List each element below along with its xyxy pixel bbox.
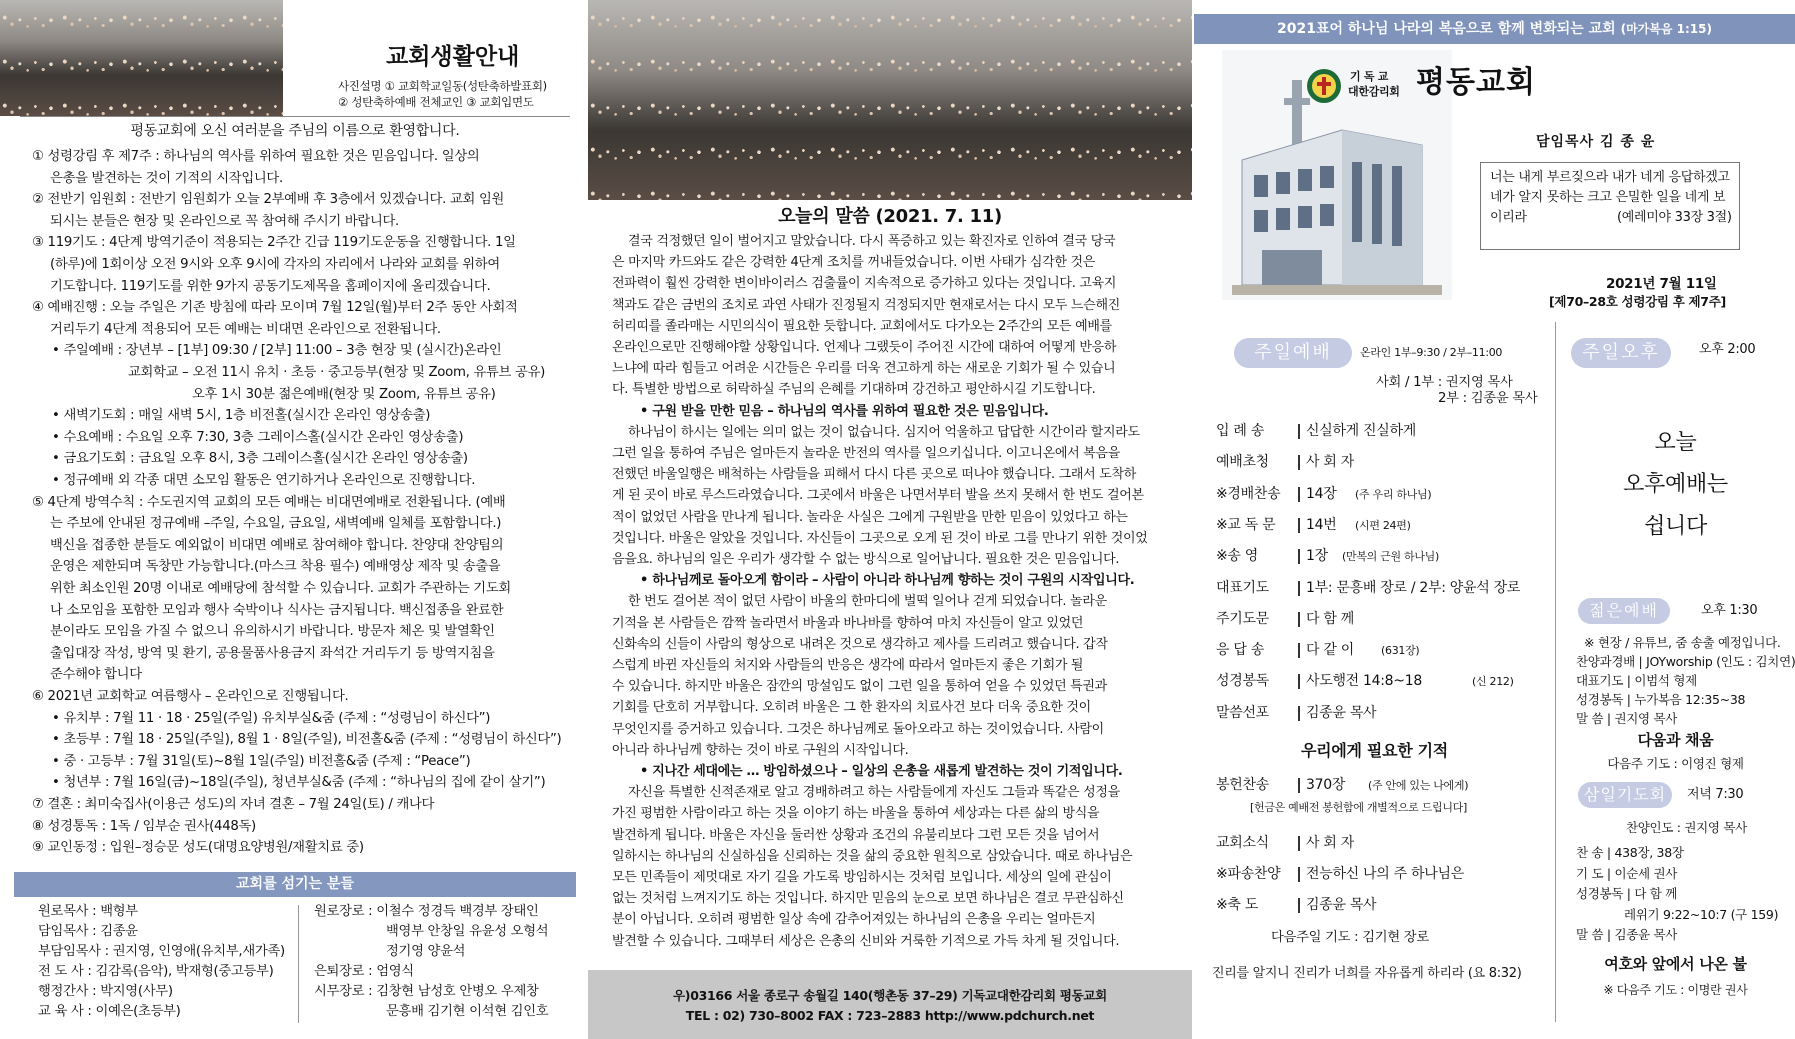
- notice-item: ③ 119기도 : 4단계 방역기준이 적용되는 2주간 긴급 119기도운동을 진행합니다. 1일: [32, 235, 516, 251]
- sermon-line: 다. 특별한 방법으로 허락하실 주님의 은혜를 기대하며 강건하고 평안하시길 기도합니다.: [612, 382, 1096, 398]
- order-value: 사 회 자: [1306, 454, 1354, 471]
- sermon-line: 느냐에 따라 힘들고 어려운 시간들은 우리를 더욱 견고하게 하는 새로운 기회가 될 수 있습니: [612, 361, 1116, 377]
- address-line: 우)03166 서울 종로구 송월길 140(행촌동 37–29) 기독교대한감리회 평동교회: [673, 988, 1107, 1003]
- notice-line: 분이라도 모임을 가질 수 없으니 유의하시기 바랍니다. 방문자 체온 및 발열확인: [50, 624, 495, 640]
- sermon-line: 무엇인지를 증거하고 있습니다. 그것은 하나님께로 돌아오라고 하는 것이었습니다. 사람이: [612, 721, 1104, 737]
- sunday-host-2: 2부 : 김종윤 목사: [1438, 391, 1538, 406]
- sunday-host-1: 사회 / 1부 : 권지영 목사: [1376, 375, 1513, 390]
- photo-caption-1: 사진설명 ① 교회학교일동(성탄축하발표회): [338, 79, 547, 93]
- sermon-line: 한 번도 걸어본 적이 없던 사람이 바울의 한마디에 벌떡 일어나 걷게 되었습니다. 놀라운: [628, 594, 1107, 610]
- order-label: 입 례 송: [1216, 423, 1264, 439]
- church-school-photo: [0, 0, 283, 116]
- young-sermon-title: 다움과 채움: [1637, 731, 1714, 749]
- worship-order-panel: [1194, 0, 1795, 1039]
- notice-line: 기도합니다. 119기도를 위한 9가지 공동기도제목을 홈페이지에 올리겠습니다.: [50, 278, 491, 294]
- order-label: 주기도문: [1216, 610, 1269, 627]
- order-value: 김종윤 목사: [1306, 704, 1377, 721]
- notice-line: • 중 · 고등부 : 7월 31일(토)~8월 1일(주일) 비전홀&줌 (주제 : “Peace”): [52, 753, 471, 769]
- staff-entry: 행정간사 : 박지영(사무): [38, 984, 173, 999]
- wednesday-order-line: 성경봉독 | 다 함 께: [1576, 886, 1678, 901]
- sermon-subheading: • 하나님께로 돌아오게 함이라 – 사람이 아니라 하나님께 향하는 것이 구원의 시작입니다.: [640, 573, 1135, 589]
- notice-item: ⑤ 4단계 방역수칙 : 수도권지역 교회의 모든 예배는 비대면예배로 전환됩니다. (예배: [32, 494, 506, 510]
- sermon-line: 은 마지막 카드와도 같은 강력한 4단계 조치를 꺼내들었습니다. 이번 사태가 심각한 것은: [612, 255, 1095, 271]
- notice-line: • 금요기도회 : 금요일 오후 8시, 3층 그레이스홀(실시간 온라인 영상송출): [52, 451, 468, 467]
- church-address-footer: [588, 970, 1192, 1039]
- order-value: 370장: [1306, 777, 1346, 793]
- order-value: 김종윤 목사: [1306, 897, 1377, 913]
- order-bar: [1298, 836, 1300, 851]
- staff-entry: 교 육 사 : 이예은(초등부): [38, 1004, 181, 1019]
- staff-entry: 백영부 안창일 유윤성 오형석: [386, 924, 549, 939]
- order-label: 대표기도: [1216, 579, 1269, 596]
- notice-line: 거리두기 4단계 적용되어 모든 예배는 비대면 온라인으로 전환됩니다.: [50, 321, 441, 337]
- order-label: 응 답 송: [1216, 642, 1264, 659]
- young-order-line: 대표기도 | 이범석 형제: [1576, 673, 1697, 688]
- notice-line: • 청년부 : 7월 16일(금)~18일(주일), 청년부실&줌 (주제 : “하나님의 집에 같이 살기”): [52, 775, 546, 791]
- staff-entry: 원로목사 : 백형부: [38, 904, 138, 919]
- order-bar: [1298, 674, 1300, 689]
- motto-main: 2021표어 하나님 나라의 복음으로 함께 변화되는 교회: [1277, 21, 1616, 37]
- senior-pastor: 담임목사 김 종 윤: [1536, 134, 1656, 150]
- order-label: ※축 도: [1216, 897, 1259, 913]
- sermon-line: 결국 걱정했던 일이 벌어지고 말았습니다. 다시 폭증하고 있는 확진자로 인하여 결국 당국: [628, 234, 1116, 249]
- sermon-line: 일하시는 하나님의 신실하심을 신뢰하는 것을 삶의 중요한 원칙으로 삼았습니다. 때로 하나님은: [612, 848, 1133, 864]
- notice-line: (하루)에 1회이상 오전 9시와 오후 9시에 각자의 자리에서 나라와 교회를 위하여: [50, 257, 500, 272]
- order-label: ※파송찬양: [1216, 866, 1281, 882]
- notice-line: • 새벽기도회 : 매일 새벽 5시, 1층 비전홀(실시간 온라인 영상송출): [52, 408, 431, 424]
- sermon-line: 하나님이 하시는 일에는 의미 없는 것이 없습니다. 심지어 억울하고 답답한 시간이라 할지라도: [628, 424, 1140, 440]
- order-bar: [1298, 643, 1300, 658]
- young-worship-label: 젊은예배: [1578, 598, 1670, 624]
- young-order-line: 말 씀 | 권지영 목사: [1576, 711, 1678, 726]
- sunday-afternoon-label: 주일오후: [1571, 338, 1671, 368]
- order-note: (시편 24편): [1355, 518, 1411, 532]
- page-title: 교회생활안내: [386, 44, 520, 70]
- notice-line: • 유치부 : 7월 11 · 18 · 25일(주일) 유치부실&줌 (주제 : “성령님이 하신다”): [52, 710, 491, 726]
- sermon-line: 기회를 단호히 거부합니다. 오히려 바울은 그 한 환자의 치료사건 보다 더욱 중요한 것이: [612, 700, 1091, 716]
- wednesday-order-line: 말 씀 | 김종윤 목사: [1576, 927, 1678, 942]
- welcome-text: 평동교회에 오신 여러분을 주님의 이름으로 환영합니다.: [130, 123, 460, 139]
- congregation-photo: [588, 0, 1192, 200]
- motto-banner: [1194, 14, 1795, 44]
- order-bar: [1298, 898, 1300, 913]
- order-bar: [1298, 455, 1300, 470]
- sunday-online-times: 온라인 1부–9:30 / 2부–11:00: [1360, 346, 1503, 359]
- order-value: 14장: [1306, 485, 1337, 502]
- young-order-line: ※ 현장 / 유튜브, 줌 송출 예정입니다.: [1584, 635, 1781, 650]
- notice-line: • 초등부 : 7월 18 · 25일(주일), 8월 1 · 8일(주일), 비전홀&줌 (주제 : “성령님이 하신다”): [52, 732, 562, 748]
- order-value: 14번: [1306, 516, 1337, 533]
- order-value: 신실하게 진실하게: [1306, 423, 1416, 439]
- wednesday-order-line: 레위기 9:22~10:7 (구 159): [1624, 906, 1779, 922]
- order-note: (주 우리 하나님): [1355, 487, 1432, 501]
- notice-line: • 정규예배 외 각종 대면 소모임 활동은 연기하거나 온라인으로 진행합니다.: [52, 473, 476, 488]
- church-logo-icon: [1306, 68, 1342, 104]
- church-name: 평동교회: [1416, 65, 1536, 100]
- sermon-subheading: • 구원 받을 만한 믿음 – 하나님의 역사를 위하여 필요한 것은 믿음입니다.: [640, 403, 1049, 419]
- staff-entry: 담임목사 : 김종윤: [38, 924, 138, 939]
- notice-line: 운영은 제한되며 독창만 가능합니다.(마스크 착용 필수) 예배영상 제작 및 송출을: [50, 559, 501, 575]
- bulletin-date: 2021년 7월 11일: [1606, 276, 1717, 292]
- order-value: 다 함 께: [1306, 610, 1354, 627]
- notice-item: ⑨ 교인동정 : 입원–정승문 성도(대명요양병원/재활치료 중): [32, 840, 364, 856]
- young-next-prayer: 다음주 기도 : 이영진 형제: [1607, 756, 1744, 771]
- order-label: 예배초청: [1216, 454, 1269, 471]
- wednesday-order-line: 기 도 | 이순세 권사: [1576, 865, 1678, 881]
- wednesday-order-line: 찬 송 | 438장, 38장: [1576, 845, 1684, 860]
- divider: [20, 116, 570, 117]
- staff-header: 교회를 섬기는 분들: [14, 872, 576, 897]
- sermon-line: 그런 일을 통하여 주님은 얼마든지 놀라운 반전의 역사를 일으키십니다. 이고니온에서 복음을: [612, 446, 1120, 461]
- sermon-line: 없는 것처럼 느껴지기도 하는 것입니다. 하지만 믿음의 눈으로 보면 하나님은 결코 무관심하신: [612, 891, 1124, 907]
- order-label: 봉헌찬송: [1216, 777, 1269, 793]
- notice-item: ⑥ 2021년 교회학교 여름행사 – 온라인으로 진행됩니다.: [32, 689, 349, 704]
- sunday-afternoon-time: 오후 2:00: [1699, 342, 1756, 357]
- sermon-line: 허리띠를 졸라매는 시민의식이 필요한 듯합니다. 교회에서도 다가오는 2주간의 모든 예배를: [612, 318, 1112, 334]
- sermon-line: 책과도 같은 금번의 조치로 과연 사태가 진정될지 걱정되지만 현재로서는 다시 모두 느슨해진: [612, 297, 1120, 313]
- sunday-sermon-title: 우리에게 필요한 기적: [1301, 741, 1448, 760]
- denomination-line2: 대한감리회: [1348, 85, 1400, 98]
- order-bar: [1298, 867, 1300, 882]
- sermon-line: 전했던 바울일행은 배척하는 사람들을 피해서 다시 다른 곳으로 떠나야 했습니다. 그래서 도착하: [612, 467, 1137, 483]
- order-label: ※경배찬송: [1216, 485, 1281, 502]
- order-label: ※송 영: [1216, 548, 1259, 565]
- afternoon-notice-1: 오늘: [1654, 430, 1697, 455]
- order-bar: [1298, 549, 1300, 564]
- notice-line: 위한 최소인원 20명 이내로 예배당에 참석할 수 있습니다. 교회가 주관하는 기도회: [50, 581, 511, 596]
- sermon-line: 전파력이 훨씬 강력한 변이바이러스 검출률이 지속적으로 증가하고 있다는 것입니다. 고육지: [612, 276, 1117, 292]
- sermon-line: 것입니다. 바울은 알았을 것입니다. 자신들이 그곳으로 오게 된 것이 바로 그를 만나기 위한 것이었: [612, 530, 1148, 546]
- order-note: (만복의 근원 하나님): [1342, 550, 1439, 564]
- order-value: 1부: 문흥배 장로 / 2부: 양윤석 장로: [1306, 579, 1521, 596]
- order-label: 교회소식: [1216, 835, 1269, 851]
- afternoon-notice-3: 쉽니다: [1644, 514, 1707, 539]
- scripture-line-3: 이리라: [1490, 210, 1527, 225]
- sermon-line: 모든 민족들이 제멋대로 자기 길을 가도록 방임하시는 것처럼 보입니다. 세상의 일에 관심이: [612, 870, 1112, 885]
- sermon-line: 수 있습니다. 하지만 바울은 잠깐의 망설임도 없이 그런 일을 통하여 얻을 수 있었던 특권과: [612, 679, 1107, 695]
- sermon-line: 음을요. 하나님의 일은 우리가 생각할 수 없는 방식으로 일어납니다. 필요한 것은 믿음입니다.: [612, 552, 1120, 567]
- order-label: 성경봉독: [1216, 673, 1269, 690]
- offering-note: [헌금은 예배전 봉헌함에 개별적으로 드립니다]: [1250, 801, 1467, 814]
- sermon-line: 온라인으로만 진행해야할 상황입니다. 언제나 그랬듯이 주어진 시간에 대하여 어떻게 반응하: [612, 340, 1117, 355]
- order-label: ※교 독 문: [1216, 516, 1276, 533]
- bottom-scripture: 진리를 알지니 진리가 너희를 자유롭게 하리라 (요 8:32): [1212, 966, 1522, 981]
- young-worship-time: 오후 1:30: [1701, 603, 1758, 618]
- order-bar: [1298, 424, 1300, 439]
- sermon-line: 게 된 곳이 바로 루스드라였습니다. 그곳에서 바울은 나면서부터 발을 쓰지 못해서 한 번도 걸어본: [612, 488, 1144, 504]
- wednesday-prayer-time: 저녁 7:30: [1687, 787, 1744, 802]
- order-value: 다 같 이: [1306, 642, 1354, 659]
- notice-line: 는 주보에 안내된 정규예배 –주일, 수요일, 금요일, 새벽예배 일체를 포함합니다.): [50, 516, 502, 532]
- order-value: 전능하신 나의 주 하나님은: [1306, 866, 1464, 882]
- column-divider: [1555, 322, 1556, 1022]
- notice-line: 교회학교 – 오전 11시 유치 · 초등 · 중고등부(현장 및 Zoom, 유튜브 공유): [128, 365, 546, 380]
- order-note: (주 안에 있는 나에게): [1368, 779, 1469, 792]
- wednesday-prayer-label: 삼일기도회: [1578, 782, 1672, 808]
- sermon-line: 발견할 수 있습니다. 그때부터 세상은 은총의 신비와 거룩한 기적으로 가득 차게 될 것입니다.: [612, 933, 1120, 949]
- order-note: (신 212): [1472, 675, 1514, 689]
- contact-line: TEL : 02) 730–8002 FAX : 723–2883 http://www.pdchurch.net: [685, 1008, 1095, 1023]
- sermon-line: 아니라 하나님께 향하는 것이 바로 구원의 시작입니다.: [612, 742, 909, 758]
- scripture-line-2: 네가 알지 못하는 크고 은밀한 일을 네게 보: [1490, 190, 1726, 205]
- notice-item: ⑦ 결혼 : 최미숙집사(이용근 성도)의 자녀 결혼 – 7월 24일(토) / 캐나다: [32, 797, 435, 812]
- notice-line: 되시는 분들은 현장 및 온라인으로 꼭 참여해 주시기 바랍니다.: [50, 213, 399, 229]
- order-bar: [1298, 706, 1300, 721]
- motto-ref: (마가복음 1:15): [1620, 22, 1712, 36]
- notice-item: ② 전반기 임원회 : 전반기 임원회가 오늘 2부예배 후 3층에서 있겠습니다. 교회 임원: [32, 192, 505, 208]
- staff-entry: 시무장로 : 김창현 남성호 안병오 우제창: [314, 984, 539, 999]
- order-value: 1장: [1306, 548, 1328, 565]
- afternoon-notice-2: 오후예배는: [1623, 472, 1728, 497]
- sermon-subheading: • 지나간 세대에는 … 방임하셨으나 – 일상의 은총을 새롭게 발견하는 것이 기적입니다.: [640, 764, 1123, 779]
- sermon-line: 자신을 특별한 신적존재로 알고 경배하려고 하는 사람들에게 자신도 그들과 똑같은 성정을: [628, 785, 1120, 801]
- notice-line: 나 소모임을 포함한 모임과 행사 숙박이나 식사는 금지됩니다. 백신접종을 완료한: [50, 602, 504, 618]
- sermon-line: 발견하게 됩니다. 바울은 자신을 둘러싼 상황과 조건의 유불리보다 그런 모든 것을 넘어서: [612, 827, 1100, 843]
- order-value: 사 회 자: [1306, 835, 1354, 851]
- notice-item: ④ 예배진행 : 오늘 주일은 기존 방침에 따라 모이며 7월 12일(월)부터 2주 동안 사회적: [32, 300, 518, 316]
- staff-entry: 은퇴장로 : 엄영식: [314, 964, 414, 979]
- notice-item: ① 성령강림 후 제7주 : 하나님의 역사를 위하여 필요한 것은 믿음입니다. 일상의: [32, 149, 480, 164]
- order-bar: [1298, 487, 1300, 502]
- sermon-line: 분이 아닙니다. 오히려 평범한 일상 속에 감추어져있는 하나님의 은총을 우리는 얼마든지: [612, 912, 1096, 928]
- staff-entry: 정기영 양윤석: [386, 944, 466, 959]
- staff-entry: 부담임목사 : 권지영, 인영애(유치부,새가족): [38, 944, 285, 959]
- order-bar: [1298, 581, 1300, 596]
- wednesday-sermon-title: 여호와 앞에서 나온 불: [1604, 955, 1747, 973]
- sermon-line: 신화속의 신들이 사람의 형상으로 내려온 것으로 생각하고 제사를 드리려고 했습니다. 갑작: [612, 636, 1108, 652]
- notice-line: 은총을 발견하는 것이 기적의 시작입니다.: [50, 170, 283, 186]
- scripture-line-1: 너는 내게 부르짖으라 내가 네게 응답하겠고: [1490, 170, 1730, 185]
- notice-item: ⑧ 성경통독 : 1독 / 임부순 권사(448독): [32, 818, 256, 834]
- notice-line: • 수요예배 : 수요일 오후 7:30, 3층 그레이스홀(실시간 온라인 영상송출): [52, 429, 464, 445]
- order-bar: [1298, 612, 1300, 627]
- notice-line: 준수해야 합니다: [50, 667, 142, 683]
- order-note: (631장): [1381, 644, 1420, 658]
- notice-line: 오후 1시 30분 젊은예배(현장 및 Zoom, 유튜브 공유): [192, 386, 496, 402]
- bulletin-issue: [제70–28호 성령강림 후 제7주]: [1549, 294, 1726, 309]
- denomination-line1: 기 독 교: [1350, 70, 1389, 83]
- sermon-line: 스럽게 바뀐 자신들의 처지와 사람들의 반응은 생각에 따라서 얼마든지 좋은 기회가 될: [612, 658, 1084, 673]
- staff-entry: 문흥배 김기현 이석현 김인호: [386, 1004, 549, 1019]
- sermon-line: 적이 없었던 사람을 만나게 됩니다. 놀라운 사실은 그에게 구원받을 만한 믿음이 있었다고 하는: [612, 509, 1128, 525]
- order-bar: [1298, 518, 1300, 533]
- order-bar: [1298, 778, 1300, 793]
- young-order-line: 성경봉독 | 누가복음 12:35~38: [1576, 692, 1746, 707]
- staff-entry: 전 도 사 : 김감록(음악), 박재형(중고등부): [38, 964, 274, 979]
- sermon-line: 가진 평범한 사람이라고 하는 것을 이야기 하는 바울을 통하여 세상과는 다른 삶의 방식을: [612, 806, 1100, 822]
- staff-divider: [298, 905, 299, 1023]
- order-value: 사도행전 14:8~18: [1306, 673, 1422, 690]
- sermon-panel: [588, 0, 1192, 1039]
- young-order-line: 찬양과경배 | JOYworship (인도 : 김치연): [1576, 654, 1795, 669]
- staff-entry: 원로장로 : 이철수 정경득 백경부 장태인: [314, 904, 539, 919]
- notice-line: 출입대장 작성, 방역 및 환기, 공용물품사용금지 좌석간 거리두기 등 방역지침을: [50, 645, 495, 661]
- notice-line: 백신을 접종한 분들도 예외없이 비대면 예배로 참여해야 합니다. 찬양대 찬양팀의: [50, 537, 504, 553]
- church-life-panel: [0, 0, 586, 1039]
- photo-caption-2: ② 성탄축하예배 전체교인 ③ 교회입면도: [338, 95, 534, 109]
- sermon-line: 기적을 본 사람들은 깜짝 놀라면서 바울과 바나바를 향하여 마치 자신들이 알고 있었던: [612, 615, 1084, 631]
- notice-line: • 주일예배 : 장년부 – [1부] 09:30 / [2부] 11:00 – 3층 현장 및 (실시간)온라인: [52, 343, 502, 359]
- wednesday-leader: 찬양인도 : 권지영 목사: [1626, 820, 1747, 835]
- scripture-ref: (예레미야 33장 3절): [1617, 210, 1732, 225]
- wednesday-next-prayer: ※ 다음주 기도 : 이명란 권사: [1603, 983, 1748, 997]
- order-label: 말씀선포: [1216, 704, 1269, 721]
- sunday-worship-label: 주일예배: [1234, 338, 1352, 368]
- next-sunday-prayer: 다음주일 기도 : 김기현 장로: [1271, 930, 1429, 945]
- sermon-title: 오늘의 말씀 (2021. 7. 11): [778, 206, 1002, 227]
